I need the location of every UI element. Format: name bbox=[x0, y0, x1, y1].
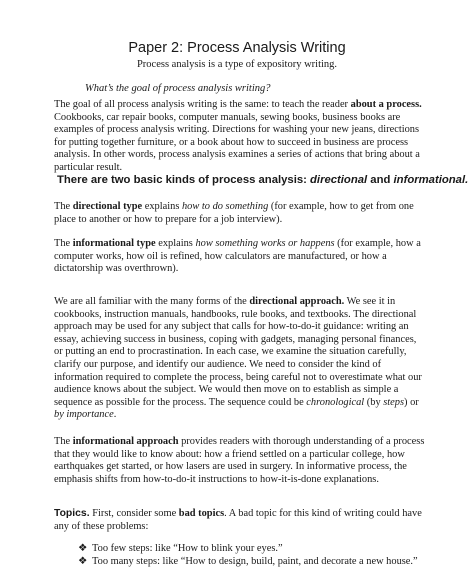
guiding-question: What’s the goal of process analysis writing? bbox=[85, 83, 271, 94]
text-run: (by bbox=[364, 396, 384, 408]
list-item bbox=[78, 556, 418, 569]
text-run: provides readers with thorough understanding of a process that they would like to know about: how a friend settled on a particular college, how earthquakes get started, or how lasers are used in surgery. In informative process, the emphasis shifts from how-to-do-it instructions to how-it-is-done explanations. bbox=[54, 436, 425, 485]
diamond-bullet-icon: ❖ bbox=[78, 543, 88, 554]
list-item-text: Too few steps: like “How to blink your eyes.” bbox=[92, 543, 283, 554]
paragraph-topics bbox=[54, 508, 426, 533]
text-run: (for example, how to get from one place to another or how to prepare for a job interview). bbox=[54, 201, 414, 225]
emphasis-text: informational. bbox=[393, 174, 469, 186]
section-heading bbox=[57, 174, 468, 186]
text-run: The bbox=[54, 436, 73, 447]
text-run: ) or bbox=[404, 396, 419, 408]
emphasis-text: directional type bbox=[72, 201, 143, 212]
paragraph-goal bbox=[54, 99, 426, 175]
emphasis-text: directional bbox=[310, 174, 368, 186]
text-run: and bbox=[367, 174, 394, 186]
paragraph-directional-approach bbox=[54, 296, 426, 422]
text-run: The bbox=[54, 201, 73, 212]
list-item-text: Too many steps: like “How to design, build, paint, and decorate a new house.” bbox=[92, 555, 418, 567]
emphasis-text: chronological bbox=[306, 396, 365, 408]
text-run: (for example, how a computer works, how oil is refined, how calculators are manufactured, or how a dictatorship was overthrown). bbox=[54, 238, 421, 275]
text-run: We are all familiar with the many forms of the bbox=[54, 296, 250, 307]
topics-label: Topics. bbox=[54, 508, 90, 519]
bad-topics-list bbox=[78, 543, 418, 568]
text-run: explains bbox=[142, 201, 182, 212]
text-run: . A bad topic for this kind of writing could have any of these problems: bbox=[54, 508, 422, 532]
text-run: We see it in cookbooks, instruction manuals, handbooks, rule books, and textbooks. The directional approach may be used for any subject that calls for how-to-do-it guidance: writing an essay, achieving success in business, coping with gadgets, managing personal finances, or putting an end to procrastination. In each case, we examine the situation carefully, clarify our purpose, and identify our audience. We need to consider the kind of information required to complete the process, being careful not to overestimate what our audience knows about the subject. We would then move on to establish as simple a sequence as possible for the process. The sequence could be bbox=[54, 296, 422, 408]
text-run: . bbox=[113, 409, 117, 421]
paragraph-informational-type bbox=[54, 238, 426, 276]
emphasis-text: directional approach. bbox=[249, 296, 345, 307]
emphasis-text: steps bbox=[383, 396, 405, 408]
list-item bbox=[78, 543, 418, 556]
emphasis-text: informational approach bbox=[72, 436, 179, 447]
text-run: Cookbooks, car repair books, computer manuals, sewing books, business books are examples of process analysis writing. Directions for washing your new jeans, directions for putting together furniture, or a book about how to succeed in business are process analysis. In other words, process analysis examines a series of actions that bring about a particular result. bbox=[54, 111, 420, 173]
emphasis-text: informational type bbox=[72, 238, 156, 249]
text-run: The bbox=[54, 238, 73, 249]
page-title: Paper 2: Process Analysis Writing bbox=[128, 40, 346, 56]
emphasis-text: how to do something bbox=[181, 201, 269, 212]
text-run: First, consider some bbox=[89, 508, 179, 519]
text-run: explains bbox=[155, 238, 196, 249]
page-subtitle: Process analysis is a type of expository writing. bbox=[136, 59, 338, 70]
emphasis-text: about a process. bbox=[350, 99, 422, 110]
paragraph-directional-type bbox=[54, 201, 426, 226]
text-run: The goal of all process analysis writing is the same: to teach the reader bbox=[54, 99, 351, 110]
emphasis-text: by importance bbox=[54, 409, 114, 421]
paragraph-informational-approach bbox=[54, 436, 426, 486]
text-run: There are two basic kinds of process analysis: bbox=[57, 174, 311, 186]
diamond-bullet-icon: ❖ bbox=[78, 555, 88, 567]
emphasis-text: bad topics bbox=[178, 508, 225, 519]
emphasis-text: how something works or happens bbox=[195, 238, 335, 249]
